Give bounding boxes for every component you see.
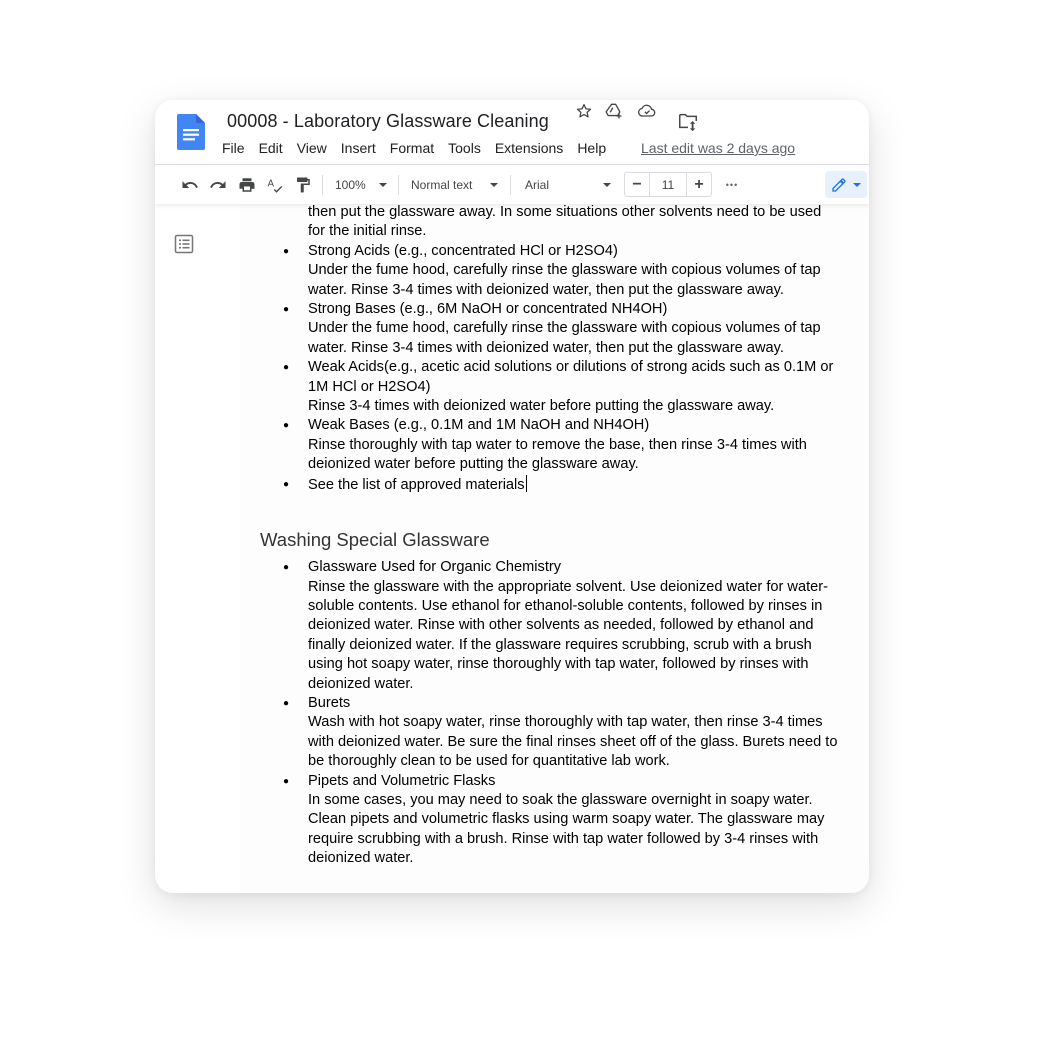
google-docs-window <box>155 100 869 893</box>
font-family-value: Arial <box>525 178 550 192</box>
cloud-saved-icon[interactable] <box>636 100 658 122</box>
font-size-input[interactable]: 11 <box>649 173 687 196</box>
font-family-select[interactable] <box>519 173 615 197</box>
menu-insert[interactable]: Insert <box>340 140 376 156</box>
list-item-body: In some cases, you may need to soak the glassware overnight in soapy water. Clean pipets and volumetric flasks using warm soapy water. The glassware may require scrubbing with a brush. Rinse with tap water followed by 3-4 rinses with deionized water. <box>308 791 825 867</box>
menu-tools[interactable]: Tools <box>448 140 481 156</box>
list-item <box>260 358 840 416</box>
drive-add-shortcut-icon[interactable] <box>603 100 625 122</box>
paint-format-button[interactable] <box>292 173 314 197</box>
star-icon[interactable] <box>573 100 595 122</box>
document-page[interactable] <box>240 204 869 893</box>
list-item-title: See the list of approved materials <box>308 476 525 493</box>
menu-extensions[interactable]: Extensions <box>494 140 564 156</box>
continued-paragraph: then put the glassware away. In some situations other solvents need to be used for the initial rinse. <box>308 204 822 240</box>
list-item-body: Rinse the glassware with the appropriate solvent. Use deionized water for water-soluble contents. Use ethanol for ethanol-soluble contents, followed by rinses in deionized water. Rinse with other solvents as needed, followed by ethanol and finally deionized water. If the glassware requires scrubbing, scrub with a brush using hot soapy water, rinse thoroughly with tap water, followed by rinses with deionized water. <box>308 578 828 692</box>
chevron-down-icon <box>853 183 861 187</box>
chevron-down-icon <box>603 183 611 187</box>
document-outline-icon[interactable] <box>174 234 194 254</box>
document-title[interactable]: 00008 - Laboratory Glassware Cleaning <box>227 111 549 131</box>
list-item-body: Under the fume hood, carefully rinse the glassware with copious volumes of tap water. Rinse 3-4 times with deionized water, then put the glassware away. <box>308 262 821 298</box>
menu-bar <box>217 140 615 156</box>
list-item-body: Rinse thoroughly with tap water to remove the base, then rinse 3-4 times with deionized water before putting the glassware away. <box>308 436 807 473</box>
zoom-value: 100% <box>335 178 366 192</box>
menu-file[interactable]: File <box>222 140 245 156</box>
list-item-title: ● Weak Acids(e.g., acetic acid solutions or dilutions of strong acids such as 0.1M or 1M HCl or H2SO4) <box>308 359 834 395</box>
document-canvas <box>155 204 869 893</box>
list-item <box>260 300 840 358</box>
last-edit-link[interactable]: Last edit was 2 days ago <box>641 140 796 156</box>
paragraph-style-value: Normal text <box>411 178 473 192</box>
list-item <box>260 416 840 474</box>
list-item-title: ● Burets <box>308 694 351 711</box>
increase-font-size-button[interactable]: + <box>694 175 704 193</box>
zoom-select[interactable] <box>331 173 391 197</box>
chevron-down-icon <box>379 183 387 187</box>
redo-button[interactable] <box>207 173 229 197</box>
menu-format[interactable]: Format <box>389 140 435 156</box>
paragraph-style-select[interactable] <box>405 173 502 197</box>
menu-help[interactable]: Help <box>577 140 607 156</box>
list-item-title: ● Strong Acids (e.g., concentrated HCl or H2SO4) <box>308 242 618 259</box>
list-item-title: ● Strong Bases (e.g., 6M NaOH or concentrated NH4OH) <box>308 301 668 318</box>
menu-view[interactable]: View <box>296 140 327 156</box>
more-options-button[interactable]: ••• <box>725 180 739 190</box>
list-item-title: ● Glassware Used for Organic Chemistry <box>308 559 562 576</box>
print-button[interactable] <box>236 173 258 197</box>
pencil-icon <box>831 177 847 193</box>
svg-text:A: A <box>267 178 275 190</box>
menu-edit[interactable]: Edit <box>258 140 283 156</box>
header <box>155 100 869 164</box>
spellcheck-button[interactable] <box>264 173 286 197</box>
list-item <box>260 242 840 300</box>
toolbar-divider <box>398 175 399 195</box>
toolbar <box>155 164 869 204</box>
list-item <box>260 772 840 869</box>
undo-button[interactable] <box>179 173 201 197</box>
editing-mode-button[interactable] <box>825 171 867 198</box>
list-item-body: Rinse 3-4 times with deionized water before putting the glassware away. <box>308 398 775 415</box>
decrease-font-size-button[interactable]: − <box>632 175 642 193</box>
list-item-title: ● Weak Bases (e.g., 0.1M and 1M NaOH and NH4OH) <box>308 417 650 434</box>
google-docs-logo-icon[interactable] <box>177 114 205 150</box>
toolbar-divider <box>510 175 511 195</box>
list-item-body: Wash with hot soapy water, rinse thoroughly with tap water, then rinse 3-4 times with deionized water. Be sure the final rinses sheet off of the glass. Burets need to be thoroughly clean to be used for quantitative lab work. <box>308 714 838 770</box>
list-item <box>260 558 840 694</box>
toolbar-divider <box>322 175 323 195</box>
move-to-folder-icon[interactable] <box>677 110 699 132</box>
section-heading: Washing Special Glassware <box>260 529 490 551</box>
chevron-down-icon <box>490 183 498 187</box>
list-item-body: Under the fume hood, carefully rinse the glassware with copious volumes of tap water. Rinse 3-4 times with deionized water, then put the glassware away. <box>308 320 821 356</box>
text-cursor <box>526 475 528 492</box>
list-item-title: ● Pipets and Volumetric Flasks <box>308 772 496 789</box>
document-body[interactable] <box>260 204 840 869</box>
list-item <box>260 475 840 495</box>
list-item <box>260 694 840 772</box>
font-size-control <box>624 172 712 197</box>
